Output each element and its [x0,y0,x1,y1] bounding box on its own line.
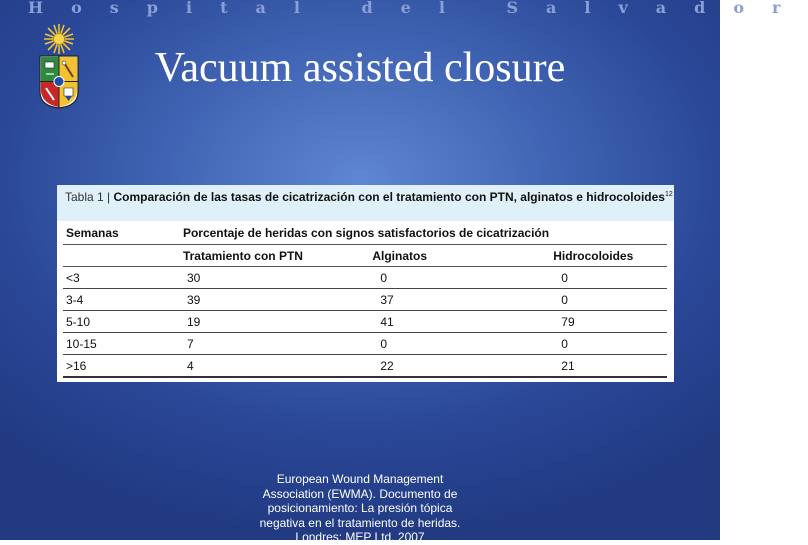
cell-ptn: 4 [186,358,194,373]
cell-ptn: 7 [186,336,194,351]
header-hidrocoloides: Hidrocoloides [553,245,667,267]
header-alginatos: Alginatos [372,245,553,267]
table-row [63,267,667,289]
header-ptn: Tratamiento con PTN [183,245,372,267]
table-row [63,289,667,311]
table-row [63,333,667,355]
cell-weeks: 10-15 [63,333,183,355]
cell-ptn: 19 [186,314,201,329]
cell-alginatos: 22 [380,358,394,373]
healing-rates-table [63,222,667,378]
cell-hidrocoloides: 21 [561,358,575,373]
cell-ptn: 39 [186,292,201,307]
table-caption [57,185,674,221]
slide-title: Vacuum assisted closure [154,45,566,91]
cell-hidrocoloides: 0 [561,336,568,351]
cell-hidrocoloides: 79 [561,314,575,329]
cell-alginatos: 41 [380,314,394,329]
table-row [63,355,667,378]
reference-line: Association (EWMA). Documento de [262,486,458,501]
cell-weeks: >16 [63,355,183,378]
cell-ptn: 30 [186,270,201,285]
reference-line: negativa en el tratamiento de heridas. [259,515,461,530]
cell-hidrocoloides: 0 [561,270,568,285]
healing-rates-table-panel [57,185,674,382]
table-caption-text: Comparación de las tasas de cicatrización con el tratamiento con PTN, alginatos e hidrocoloides [113,190,665,204]
cell-alginatos: 0 [380,270,388,285]
cell-alginatos: 37 [380,292,394,307]
cell-alginatos: 0 [380,336,388,351]
reference-line: European Wound Management [276,472,444,486]
table-caption-number: Tabla 1 | [65,190,111,204]
table-header-row [63,222,667,245]
cell-hidrocoloides: 0 [561,292,568,307]
hospital-name: Hospital del Salvador [28,0,808,17]
reference-citation [250,472,470,545]
header-weeks: Semanas [63,222,183,245]
table-subheader-row [63,245,667,267]
cell-weeks: 5-10 [63,311,183,333]
table-caption-reference: 12 [664,191,673,198]
table-row [63,311,667,333]
reference-line: Londres: MEP Ltd, 2007 [295,530,425,544]
header-percentage-group: Porcentaje de heridas con signos satisfactorios de cicatrización [183,222,667,245]
cell-weeks: <3 [63,267,183,289]
cell-weeks: 3-4 [63,289,183,311]
reference-line: posicionamiento: La presión tópica [267,501,453,515]
